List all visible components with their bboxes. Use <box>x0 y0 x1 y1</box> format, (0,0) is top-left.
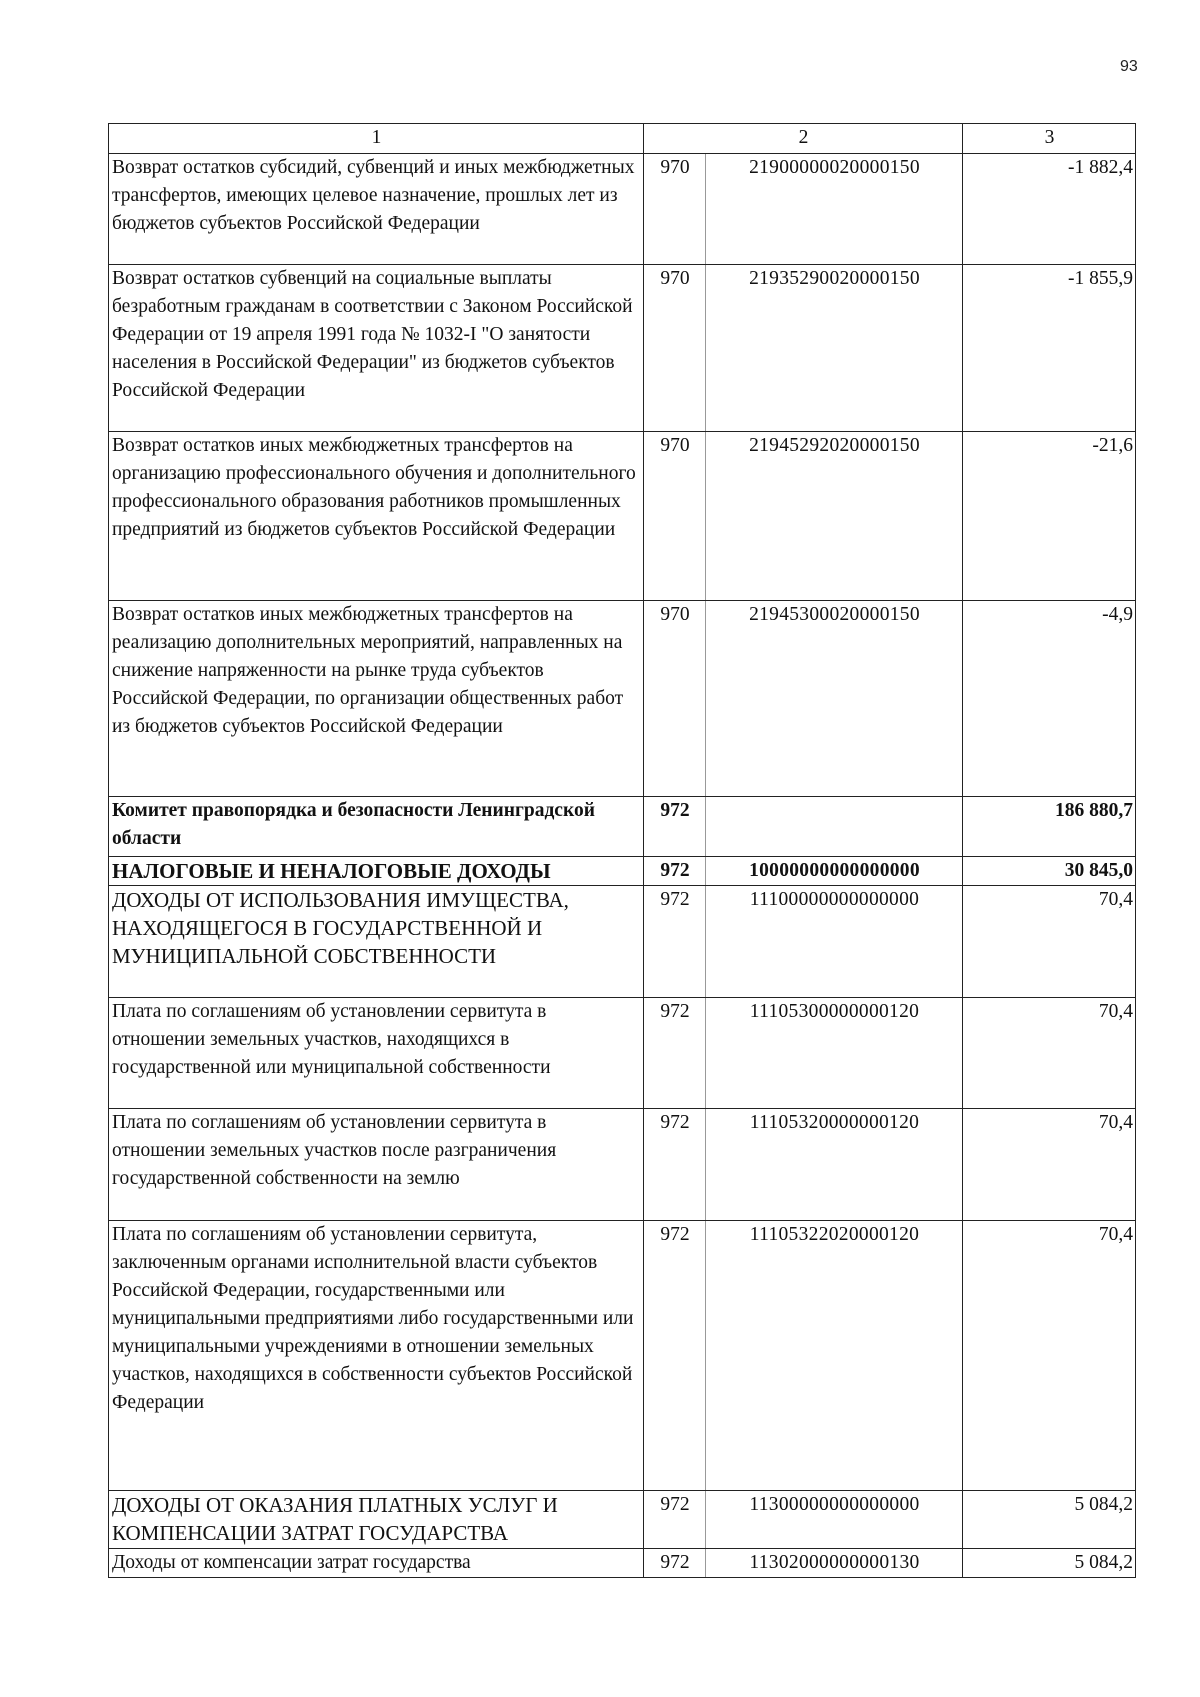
row-admin-code: 972 <box>644 857 706 886</box>
row-budget-code: 11302000000000130 <box>706 1549 963 1578</box>
row-budget-code: 21935290020000150 <box>706 265 963 432</box>
row-name: ДОХОДЫ ОТ ИСПОЛЬЗОВАНИЯ ИМУЩЕСТВА, НАХОДЯЩЕГОСЯ В ГОСУДАРСТВЕННОЙ И МУНИЦИПАЛЬНОЙ СОБСТВЕННОСТИ <box>109 886 644 998</box>
table-row <box>109 154 1136 265</box>
row-budget-code: 21945292020000150 <box>706 432 963 601</box>
table-row <box>109 265 1136 432</box>
row-admin-code: 972 <box>644 1549 706 1578</box>
row-amount: 70,4 <box>963 886 1136 998</box>
table-row <box>109 857 1136 886</box>
row-admin-code: 970 <box>644 601 706 797</box>
row-amount: 186 880,7 <box>963 797 1136 857</box>
row-budget-code: 10000000000000000 <box>706 857 963 886</box>
row-budget-code: 11105300000000120 <box>706 998 963 1109</box>
row-name: Возврат остатков иных межбюджетных трансфертов на реализацию дополнительных мероприятий, направленных на снижение напряженности на рынке труда субъектов Российской Федерации, по организации общественных работ из бюджетов субъектов Российской Федерации <box>109 601 644 797</box>
row-budget-code: 21900000020000150 <box>706 154 963 265</box>
header-cell-3: 3 <box>963 124 1136 154</box>
header-cell-1: 1 <box>109 124 644 154</box>
row-admin-code: 972 <box>644 1221 706 1491</box>
row-budget-code: 21945300020000150 <box>706 601 963 797</box>
budget-revenue-table <box>108 123 1136 1578</box>
row-amount: 30 845,0 <box>963 857 1136 886</box>
row-admin-code: 972 <box>644 998 706 1109</box>
row-amount: -1 882,4 <box>963 154 1136 265</box>
table-row <box>109 886 1136 998</box>
table-row <box>109 1109 1136 1221</box>
row-admin-code: 970 <box>644 265 706 432</box>
row-admin-code: 972 <box>644 797 706 857</box>
row-name: ДОХОДЫ ОТ ОКАЗАНИЯ ПЛАТНЫХ УСЛУГ И КОМПЕНСАЦИИ ЗАТРАТ ГОСУДАРСТВА <box>109 1491 644 1549</box>
row-name: Возврат остатков субсидий, субвенций и иных межбюджетных трансфертов, имеющих целевое назначение, прошлых лет из бюджетов субъектов Российской Федерации <box>109 154 644 265</box>
table-row <box>109 601 1136 797</box>
page-number: 93 <box>1120 58 1138 75</box>
table-header-row <box>109 124 1136 154</box>
row-amount: -21,6 <box>963 432 1136 601</box>
table-row <box>109 797 1136 857</box>
row-budget-code: 11105320000000120 <box>706 1109 963 1221</box>
row-name: Возврат остатков иных межбюджетных трансфертов на организацию профессионального обучения и дополнительного профессионального образования работников промышленных предприятий из бюджетов субъектов Российской Федерации <box>109 432 644 601</box>
row-name: Доходы от компенсации затрат государства <box>109 1549 644 1578</box>
row-admin-code: 972 <box>644 1109 706 1221</box>
row-amount: 5 084,2 <box>963 1491 1136 1549</box>
row-budget-code: 11105322020000120 <box>706 1221 963 1491</box>
row-amount: 5 084,2 <box>963 1549 1136 1578</box>
table-row <box>109 1221 1136 1491</box>
table-row <box>109 998 1136 1109</box>
header-cell-2: 2 <box>644 124 963 154</box>
row-budget-code: 11100000000000000 <box>706 886 963 998</box>
row-admin-code: 972 <box>644 1491 706 1549</box>
row-name: Плата по соглашениям об установлении сервитута, заключенным органами исполнительной власти субъектов Российской Федерации, государственными или муниципальными предприятиями либо государственными или муниципальными учреждениями в отношении земельных участков, находящихся в собственности субъектов Российской Федерации <box>109 1221 644 1491</box>
table-row <box>109 1491 1136 1549</box>
table-row <box>109 1549 1136 1578</box>
row-name: Плата по соглашениям об установлении сервитута в отношении земельных участков после разграничения государственной собственности на землю <box>109 1109 644 1221</box>
row-amount: -4,9 <box>963 601 1136 797</box>
row-amount: 70,4 <box>963 1221 1136 1491</box>
row-name: Плата по соглашениям об установлении сервитута в отношении земельных участков, находящихся в государственной или муниципальной собственности <box>109 998 644 1109</box>
row-name: Комитет правопорядка и безопасности Ленинградской области <box>109 797 644 857</box>
row-budget-code <box>706 797 963 857</box>
row-name: Возврат остатков субвенций на социальные выплаты безработным гражданам в соответствии с Законом Российской Федерации от 19 апреля 1991 года № 1032-I "О занятости населения в Российской Федерации" из бюджетов субъектов Российской Федерации <box>109 265 644 432</box>
row-amount: -1 855,9 <box>963 265 1136 432</box>
row-budget-code: 11300000000000000 <box>706 1491 963 1549</box>
row-name: НАЛОГОВЫЕ И НЕНАЛОГОВЫЕ ДОХОДЫ <box>109 857 644 886</box>
row-admin-code: 972 <box>644 886 706 998</box>
row-admin-code: 970 <box>644 432 706 601</box>
row-amount: 70,4 <box>963 998 1136 1109</box>
row-admin-code: 970 <box>644 154 706 265</box>
table-row <box>109 432 1136 601</box>
row-amount: 70,4 <box>963 1109 1136 1221</box>
